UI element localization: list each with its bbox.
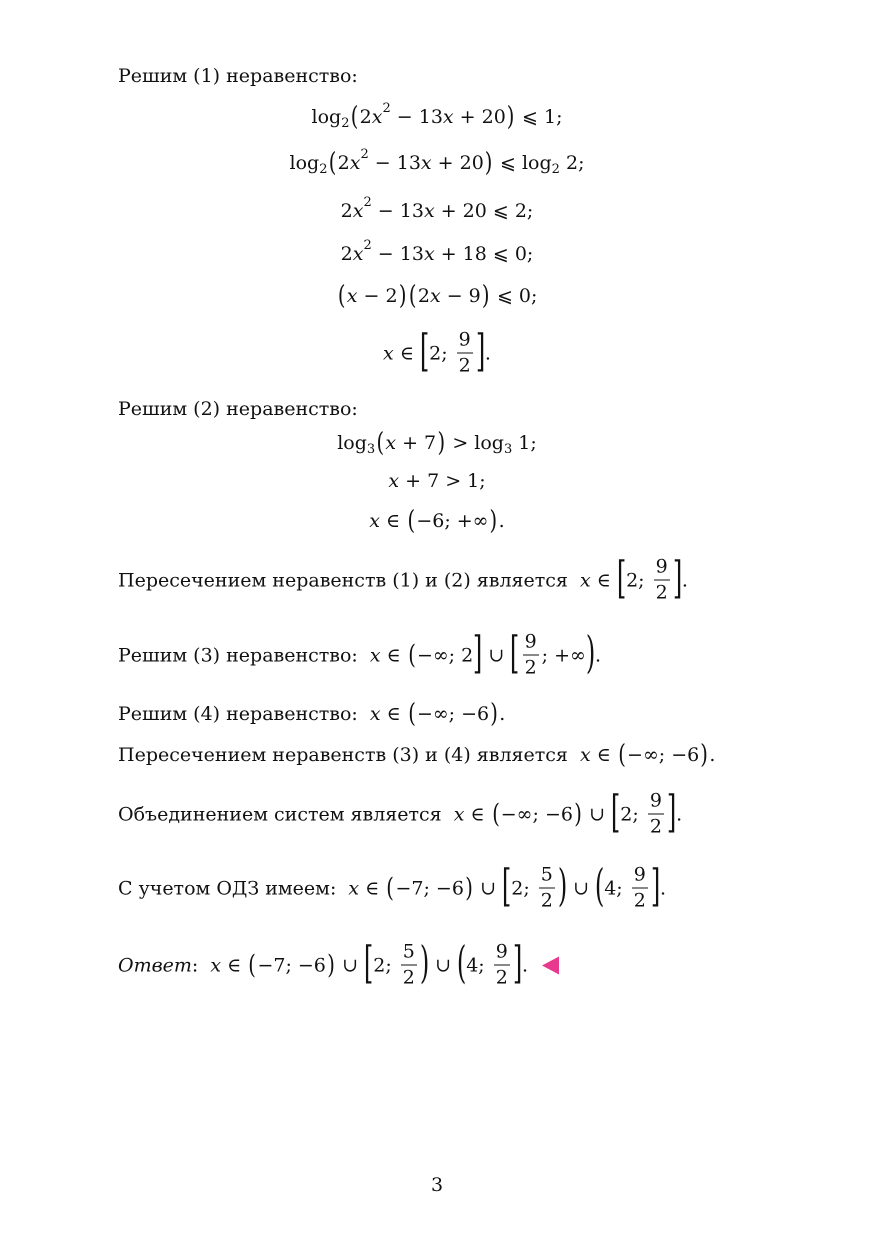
text: −7; −6	[395, 877, 464, 899]
numerator: 9	[654, 558, 670, 581]
parenthesis: )	[489, 506, 498, 536]
parenthesis: )	[574, 799, 582, 829]
text: + 7 > 1;	[399, 470, 486, 492]
parenthesis: (	[407, 506, 416, 536]
italic-text: x	[371, 106, 383, 128]
text: −6; +∞	[416, 510, 489, 532]
text: 2;	[373, 954, 398, 976]
text: 2	[417, 285, 430, 307]
text: .	[660, 877, 667, 899]
text: .	[595, 644, 602, 666]
parenthesis: (	[337, 281, 346, 311]
large-bracket: (	[456, 937, 467, 988]
text: 2;	[559, 152, 585, 174]
math-line	[289, 146, 585, 178]
italic-text: x	[352, 243, 364, 265]
text: −∞; −6	[627, 744, 700, 766]
text: .	[498, 510, 505, 532]
text: .	[709, 744, 716, 766]
italic-text: x	[580, 569, 591, 591]
parenthesis: )	[327, 950, 335, 980]
large-bracket: )	[585, 627, 596, 678]
italic-text: x	[442, 106, 454, 128]
italic-text: x	[423, 243, 435, 265]
text: :	[191, 954, 211, 976]
text: ⩽ 0;	[490, 285, 538, 307]
italic-text: x	[420, 152, 432, 174]
solve-inequality-3	[118, 627, 602, 679]
parenthesis: (	[386, 873, 395, 903]
math-line	[383, 325, 491, 377]
text: + 20	[431, 152, 484, 174]
text: .	[681, 569, 688, 591]
text: −∞; −6	[416, 703, 490, 725]
parenthesis: )	[507, 102, 515, 132]
text: ∈	[590, 569, 617, 591]
denominator: 2	[649, 815, 662, 838]
subscript: 2	[341, 115, 350, 131]
text: + 7	[396, 432, 437, 454]
numerator: 5	[401, 943, 417, 966]
large-bracket: ]	[666, 786, 677, 837]
fraction	[648, 789, 664, 838]
text: ∪	[583, 803, 612, 825]
large-bracket: [	[363, 937, 374, 988]
text: − 13	[390, 106, 443, 128]
section-heading-inequality-2	[118, 398, 358, 420]
text: 2;	[429, 342, 454, 364]
math-line	[369, 508, 504, 534]
answer-line	[118, 937, 559, 989]
italic-text: x	[423, 200, 435, 222]
italic-text: x	[385, 432, 397, 454]
denominator: 2	[655, 581, 668, 604]
text: ; +∞	[541, 644, 586, 666]
text: − 9	[440, 285, 481, 307]
text: .	[484, 342, 491, 364]
parenthesis: (	[350, 102, 359, 132]
italic-text: x	[348, 877, 360, 899]
text: 2	[337, 152, 350, 174]
italic-text: x	[210, 954, 222, 976]
large-bracket: [	[419, 325, 430, 376]
text: − 13	[371, 243, 424, 265]
fraction	[539, 863, 555, 912]
italic-text: x	[453, 803, 465, 825]
parenthesis: (	[248, 950, 257, 980]
page-number: 3	[430, 1174, 444, 1196]
text: Пересечением неравенств (1) и (2) является	[118, 569, 581, 591]
text: 2	[340, 243, 353, 265]
text: + 20 ⩽ 2;	[434, 200, 534, 222]
text: −7; −6	[257, 954, 326, 976]
math-line	[337, 430, 537, 456]
large-bracket: ]	[672, 552, 682, 603]
italic-text: x	[369, 510, 380, 532]
parenthesis: )	[465, 873, 473, 903]
parenthesis: (	[408, 640, 416, 670]
text: Пересечением неравенств (3) и (4) является	[118, 744, 581, 766]
numerator: 9	[523, 633, 539, 656]
large-bracket: (	[594, 860, 605, 911]
numerator: 9	[457, 331, 473, 354]
text: −∞; −6	[500, 803, 573, 825]
math-line	[388, 470, 485, 492]
math-line	[337, 283, 538, 309]
numerator: 9	[494, 943, 510, 966]
text: 2;	[511, 877, 536, 899]
text: ∈	[380, 510, 407, 532]
text: ∈	[380, 644, 407, 666]
text: 2;	[620, 803, 645, 825]
fraction	[457, 328, 473, 377]
italic-text: x	[388, 470, 400, 492]
text: 2	[340, 200, 353, 222]
text: .	[676, 803, 683, 825]
parenthesis: )	[700, 740, 709, 770]
text: − 2	[357, 285, 398, 307]
superscript: 2	[360, 146, 369, 162]
text: Решим (4) неравенство:	[118, 703, 370, 725]
fraction	[401, 940, 417, 989]
italic-text: x	[383, 342, 394, 364]
text: 2	[359, 106, 372, 128]
text: ⩽ log	[493, 152, 552, 174]
italic-text: x	[369, 644, 381, 666]
parenthesis: (	[618, 740, 626, 770]
superscript: 2	[363, 237, 372, 253]
large-bracket: ]	[475, 325, 486, 376]
end-of-solution-triangle-icon	[542, 956, 559, 974]
text: + 20	[453, 106, 506, 128]
text: ∪	[482, 644, 511, 666]
text: Решим (1) неравенство:	[118, 65, 358, 87]
subscript: 3	[366, 441, 376, 457]
text: log	[289, 152, 320, 174]
text: ∈	[464, 803, 491, 825]
superscript: 2	[382, 100, 391, 116]
intersection-3-4	[118, 742, 715, 768]
large-bracket: [	[610, 786, 621, 837]
union-of-systems	[118, 786, 683, 838]
text: − 13	[368, 152, 421, 174]
text: log	[311, 106, 342, 128]
text: ∪	[474, 877, 503, 899]
parenthesis: (	[491, 799, 500, 829]
denominator: 2	[540, 889, 553, 912]
denominator: 2	[458, 354, 471, 377]
denominator: 2	[402, 966, 415, 989]
large-bracket: ]	[473, 627, 483, 678]
large-bracket: )	[557, 860, 568, 911]
subscript: 2	[319, 161, 328, 177]
large-bracket: ]	[650, 860, 661, 911]
numerator: 9	[632, 866, 648, 889]
section-heading-inequality-1	[118, 65, 358, 87]
text: Решим (2) неравенство:	[118, 398, 358, 420]
text: .	[499, 703, 506, 725]
text: 2;	[626, 569, 651, 591]
italic-text: x	[580, 744, 591, 766]
domain-restriction	[118, 860, 667, 912]
large-bracket: [	[616, 552, 627, 603]
text: 4;	[604, 877, 629, 899]
denominator: 2	[524, 656, 537, 679]
text: ∪	[429, 954, 458, 976]
superscript: 2	[363, 194, 372, 210]
intersection-1-2	[118, 552, 688, 604]
italic-text: Ответ	[118, 954, 192, 976]
italic-text: x	[429, 285, 441, 307]
denominator: 2	[495, 966, 508, 989]
text: > log	[446, 432, 504, 454]
denominator: 2	[633, 889, 646, 912]
fraction	[523, 630, 539, 679]
math-line	[340, 194, 534, 222]
text: ∈	[393, 342, 420, 364]
text: ∈	[359, 877, 386, 899]
text: Объединением систем является	[118, 803, 454, 825]
large-bracket: [	[510, 627, 520, 678]
text: С учетом ОДЗ имеем:	[118, 877, 349, 899]
parenthesis: (	[408, 281, 417, 311]
parenthesis: (	[408, 699, 416, 729]
italic-text: x	[369, 703, 381, 725]
parenthesis: )	[485, 148, 493, 178]
italic-text: x	[349, 152, 361, 174]
text: ∈	[590, 744, 617, 766]
parenthesis: )	[437, 428, 446, 458]
text: ⩽ 1;	[515, 106, 563, 128]
text: + 18 ⩽ 0;	[434, 243, 534, 265]
fraction	[654, 555, 670, 604]
italic-text: x	[346, 285, 358, 307]
fraction	[632, 863, 648, 912]
text: 4;	[466, 954, 491, 976]
large-bracket: )	[419, 937, 430, 988]
large-bracket: ]	[512, 937, 523, 988]
fraction	[494, 940, 510, 989]
text: ∪	[336, 954, 365, 976]
text: ∈	[380, 703, 407, 725]
text: ∪	[567, 877, 596, 899]
text: .	[522, 954, 529, 976]
text: 1;	[512, 432, 537, 454]
subscript: 2	[551, 161, 560, 177]
text: −∞; 2	[416, 644, 474, 666]
math-line	[311, 100, 563, 132]
parenthesis: )	[398, 281, 407, 311]
text: − 13	[371, 200, 424, 222]
large-bracket: [	[501, 860, 512, 911]
parenthesis: )	[482, 281, 490, 311]
parenthesis: )	[490, 699, 499, 729]
text: Решим (3) неравенство:	[118, 644, 370, 666]
math-line	[340, 237, 534, 265]
numerator: 9	[648, 792, 664, 815]
italic-text: x	[352, 200, 364, 222]
subscript: 3	[503, 441, 513, 457]
parenthesis: (	[328, 148, 337, 178]
text: log	[337, 432, 367, 454]
parenthesis: (	[376, 428, 385, 458]
numerator: 5	[539, 866, 555, 889]
solve-inequality-4	[118, 701, 505, 727]
text: ∈	[221, 954, 248, 976]
